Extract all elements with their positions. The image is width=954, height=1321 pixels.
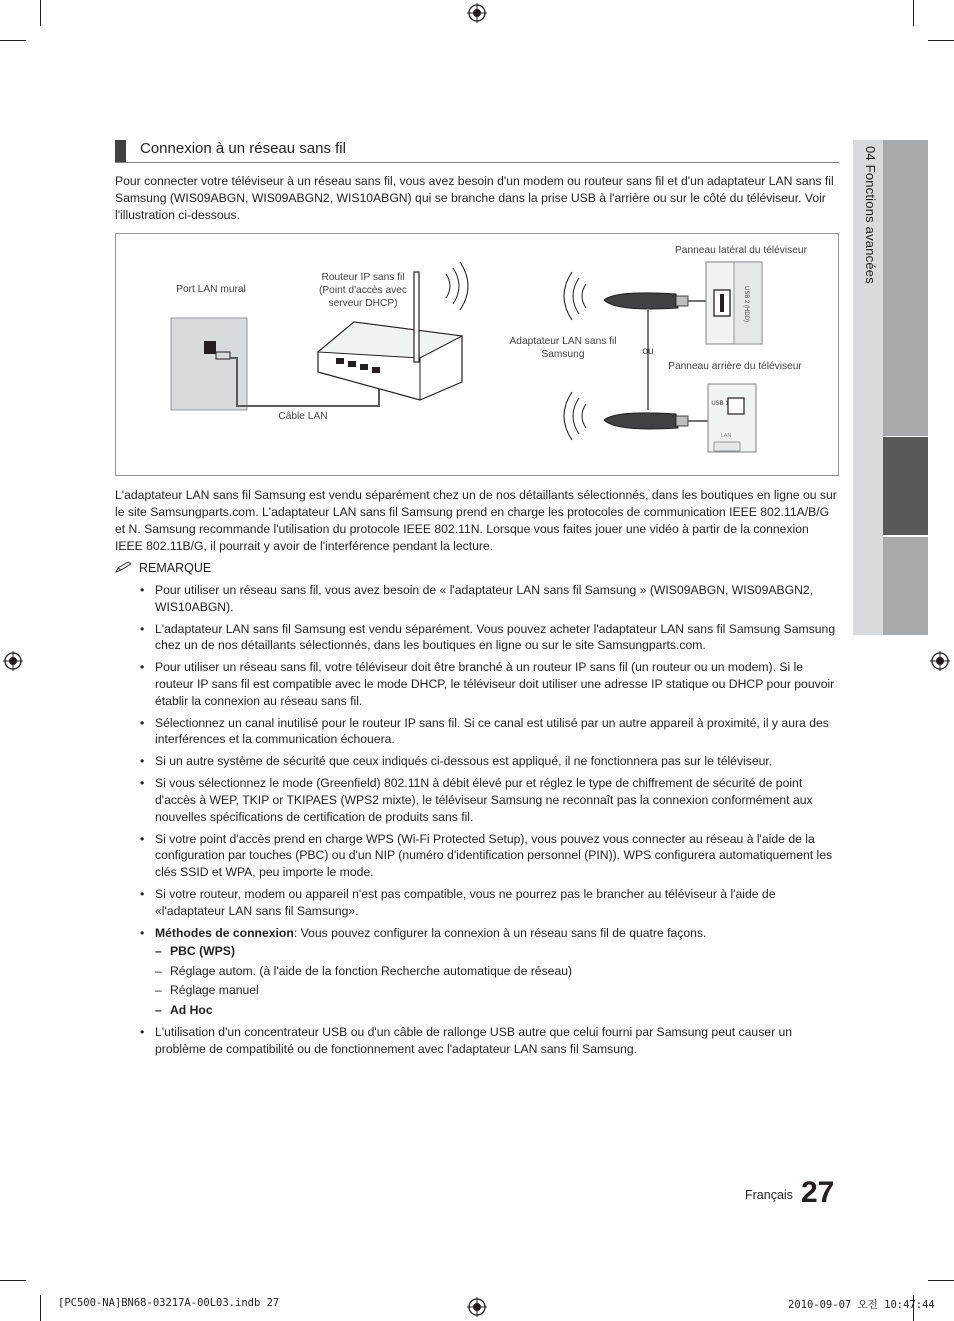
list-item: • Pour utiliser un réseau sans fil, vous avez besoin de « l'adaptateur LAN sans fil Samsung » (WIS09ABGN, WIS09ABGN2, WIS10ABGN). (140, 582, 840, 615)
list-item: • Si vous sélectionnez le mode (Greenfield) 802.11N à débit élevé pur et réglez le type de chiffrement de sécurité de point d'accès à WEP, TKIP or TKIPAES (WPS2 mixte), le téléviseur Samsung ne reconnaît pas la connexion conformément aux nouvelles spécifications de certification de produits sans fil. (140, 775, 840, 825)
crop-mark (928, 1280, 954, 1281)
crop-mark (0, 40, 26, 41)
chapter-tab-segment (883, 140, 928, 436)
crop-mark (928, 40, 954, 41)
method-item: – Réglage autom. (à l'aide de la fonction Recherche automatique de réseau) (155, 963, 840, 980)
list-item-methods (140, 925, 840, 1019)
chapter-tab-segment (883, 537, 928, 635)
list-item: • L'adaptateur LAN sans fil Samsung est vendu séparément. Vous pouvez acheter l'adaptateur LAN sans fil Samsung Samsung chez un de nos détaillants sélectionnés, dans les boutiques en ligne ou sur le site Samsungparts.com. (140, 621, 840, 654)
list-item: • Si votre point d'accès prend en charge WPS (Wi-Fi Protected Setup), vous pouvez vous connecter au réseau à l'aide de la configuration par touches (PBC) ou d'un NIP (numéro d'identification personnel (PIN)). WPS configurera automatiquement les clés SSID et WPA, peu importe le mode. (140, 831, 840, 881)
label-adapter: Adaptateur LAN sans fil Samsung (509, 336, 617, 360)
wifi-wave-icon (564, 272, 586, 320)
wifi-wave-icon (564, 392, 586, 440)
wifi-wave-icon (446, 262, 468, 310)
label-router: Routeur IP sans fil (Point d'accès avec serveur DHCP) (318, 272, 408, 309)
list-item: • Sélectionnez un canal inutilisé pour le routeur IP sans fil. Si ce canal est utilisé par un autre appareil à proximité, il y aura des interférences et la communication échouera. (140, 715, 840, 748)
note-label: REMARQUE (139, 561, 212, 575)
method-item: – Réglage manuel (155, 982, 840, 999)
wall-lan-port (204, 341, 216, 354)
body-paragraph: L'adaptateur LAN sans fil Samsung est vendu séparément chez un de nos détaillants sélectionnés, dans les boutiques en ligne ou sur le site Samsungparts.com. L'adaptateur LAN sans fil Samsung prend en charge les protocoles de communication IEEE 802.11A/B/G et N. Samsung recommande l'utilisation du protocole IEEE 802.11N. Lorsque vous faites jouer une vidéo à partir de la connexion IEEE 802.11B/G, il pourrait y avoir de l'interférence pendant la lecture. (115, 488, 837, 553)
label-lan: LAN (720, 433, 732, 439)
label-or: ou (642, 346, 654, 357)
footer-language: Français (745, 1188, 793, 1202)
method-item: – PBC (WPS) (155, 943, 840, 960)
crop-mark (0, 1280, 26, 1281)
list-item: • Si un autre système de sécurité que ceux indiqués ci-dessous est appliqué, il ne fonctionnera pas sur le téléviseur. (140, 753, 840, 770)
chapter-tab-segment-active (883, 437, 928, 535)
list-item: • Pour utiliser un réseau sans fil, votre téléviseur doit être branché à un routeur IP sans fil (un routeur ou un modem). Si le routeur IP sans fil est compatible avec le mode DHCP, le téléviseur doit utiliser une adresse IP statique ou DHCP pour pouvoir établir la connexion au réseau sans fil. (140, 659, 840, 709)
registration-mark-icon (3, 651, 23, 671)
list-item: • Si votre routeur, modem ou appareil n'est pas compatible, vous ne pourrez pas le brancher au téléviseur à l'aide de «l'adaptateur LAN sans fil Samsung». (140, 886, 840, 919)
registration-mark-icon (467, 1297, 487, 1317)
intro-paragraph: Pour connecter votre téléviseur à un réseau sans fil, vous avez besoin d'un modem ou routeur sans fil et d'un adaptateur LAN sans fil Samsung (WIS09ABGN, WIS09ABGN2, WIS10ABGN) qui se branche dans la prise USB à l'arrière ou sur le côté du téléviseur. Voir l'illustration ci-dessous. (115, 174, 834, 222)
crop-mark (40, 0, 41, 26)
note-list (140, 582, 840, 1063)
label-usb-side: USB 2 (HDD) (743, 286, 749, 323)
connection-diagram (115, 233, 839, 476)
page-number: 27 (801, 1176, 835, 1209)
note-heading (115, 561, 211, 575)
heading-bar (115, 140, 126, 162)
list-item: • L'utilisation d'un concentrateur USB ou d'un câble de rallonge USB autre que celui fourni par Samsung peut causer un problème de compatibilité ou de fonctionnement avec l'adaptateur LAN sans fil Samsung. (140, 1024, 840, 1057)
methods-list (155, 943, 840, 1018)
heading-rule (115, 162, 839, 163)
print-slug-file: [PC500-NA]BN68-03217A-00L03.indb 27 (58, 1297, 280, 1309)
chapter-label: 04 Fonctions avancées (863, 146, 878, 284)
section-title: Connexion à un réseau sans fil (140, 140, 346, 157)
usb-adapter-bottom (604, 413, 678, 429)
print-slug-date: 2010-09-07 오전 10:47:44 (788, 1299, 935, 1311)
label-usb-rear: USB 1 (711, 401, 729, 407)
usb-adapter-top (604, 293, 678, 309)
wall-plate (171, 318, 247, 410)
label-wall-port: Port LAN mural (176, 284, 246, 295)
note-pencil-icon (115, 561, 135, 573)
crop-mark (913, 0, 914, 26)
registration-mark-icon (930, 651, 950, 671)
registration-mark-icon (467, 3, 487, 23)
label-rear-panel: Panneau arrière du téléviseur (668, 361, 802, 372)
crop-mark (40, 1295, 41, 1321)
label-side-panel: Panneau latéral du téléviseur (675, 245, 807, 256)
methods-label: Méthodes de connexion (155, 925, 294, 940)
methods-text: : Vous pouvez configurer la connexion à un réseau sans fil de quatre façons. (293, 925, 707, 940)
label-cable: Câble LAN (278, 411, 328, 422)
method-item: – Ad Hoc (155, 1002, 840, 1019)
